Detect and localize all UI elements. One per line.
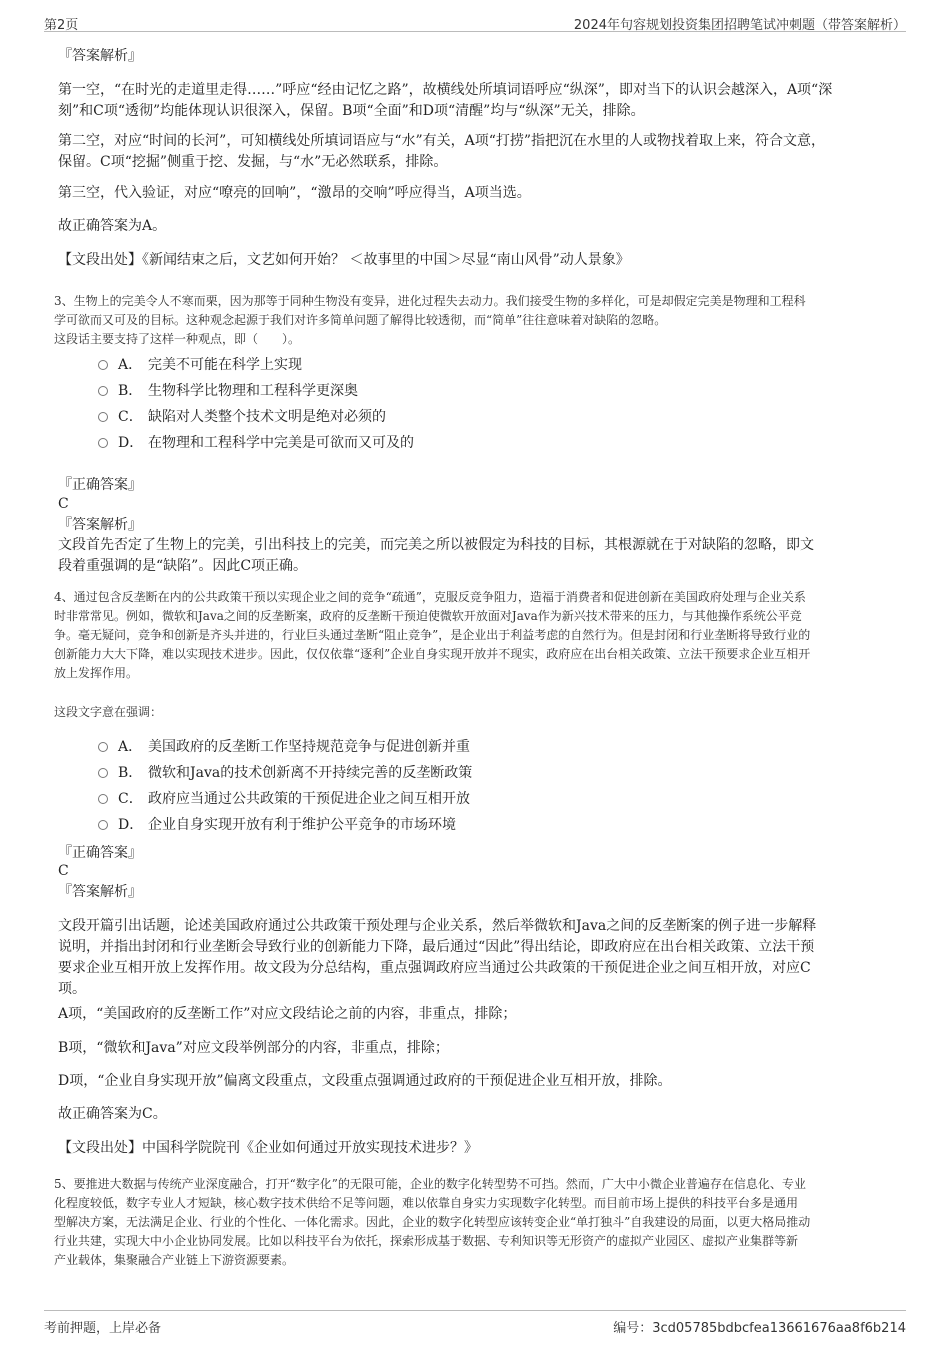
option-letter: C．: [118, 791, 143, 807]
q4-stem-line3: 争。毫无疑问，竞争和创新是齐头并进的，行业巨头通过垄断“阻止竞争”，是企业出于利益考虑的自然行为。但是封闭和行业垄断将导致行业的: [54, 628, 811, 642]
option-text: 完美不可能在科学上实现: [148, 357, 302, 373]
radio-button-icon[interactable]: [98, 412, 108, 422]
q3-stem-line2: 学可欲而又可及的目标。这种观念起源于我们对许多简单问题了解得比较透彻，而“简单”往往意味着对缺陷的忽略。: [54, 313, 667, 327]
q2-conclusion: 故正确答案为A。: [58, 218, 167, 234]
q3-answer-label: 『正确答案』: [58, 477, 142, 493]
option-letter: A．: [118, 739, 143, 755]
option-letter: B．: [118, 765, 143, 781]
q4-b-note: B项，“微软和Java”对应文段举例部分的内容，非重点，排除；: [58, 1040, 449, 1056]
q2-para2-line2: 保留。C项“挖掘”侧重于挖、发掘，与“水”无必然联系，排除。: [58, 154, 448, 170]
q5-stem: [54, 1175, 900, 1270]
q3-option-b[interactable]: [98, 381, 358, 401]
option-text: 缺陷对人类整个技术文明是绝对必须的: [148, 409, 386, 425]
q5-stem-line5: 产业载体，集聚融合产业链上下游资源要素。: [54, 1253, 295, 1267]
option-text: 企业自身实现开放有利于维护公平竞争的市场环境: [148, 817, 456, 833]
q4-conclusion: 故正确答案为C。: [58, 1106, 167, 1122]
q5-stem-line1: 5、要推进大数据与传统产业深度融合，打开“数字化”的无限可能，企业的数字化转型势不可挡。然而，广大中小微企业普遍存在信息化、专业: [54, 1177, 806, 1191]
q4-stem: [54, 588, 900, 683]
q4-analysis-line4: 项。: [58, 981, 86, 997]
option-text: 微软和Java的技术创新离不开持续完善的反垄断政策: [148, 765, 473, 781]
q3-answer: C: [58, 496, 69, 512]
q5-stem-line2: 化程度较低，数字专业人才短缺，核心数字技术供给不足等问题，难以依靠自身实力实现数字化转型。而目前市场上提供的科技平台多是通用: [54, 1196, 799, 1210]
option-letter: B．: [118, 383, 143, 399]
q4-option-c[interactable]: [98, 789, 470, 809]
q2-analysis-label: 『答案解析』: [58, 48, 142, 64]
q4-stem-line5: 放上发挥作用。: [54, 666, 139, 680]
q4-answer: C: [58, 863, 69, 879]
radio-button-icon[interactable]: [98, 360, 108, 370]
radio-button-icon[interactable]: [98, 820, 108, 830]
q2-source: 【文段出处】《新闻结束之后，文艺如何开始？ ＜故事里的中国＞尽显“南山风骨”动人景象》: [58, 252, 630, 268]
radio-button-icon[interactable]: [98, 768, 108, 778]
q4-analysis-line2: 说明，并指出封闭和行业垄断会导致行业的创新能力下降，最后通过“因此”得出结论，即政府应在出台相关政策、立法干预: [58, 939, 815, 955]
q2-para1-line1: 第一空，“在时光的走道里走得……”呼应“经由记忆之路”，故横线处所填词语呼应“纵深”，即对当下的认识会越深入，A项“深: [58, 82, 833, 98]
q4-analysis-line3: 要求企业互相开放上发挥作用。故文段为分总结构，重点强调政府应当通过公共政策的干预促进企业之间互相开放，对应C: [58, 960, 811, 976]
footer-slogan: 考前押题，上岸必备: [44, 1321, 162, 1336]
q4-option-a[interactable]: [98, 737, 470, 757]
radio-button-icon[interactable]: [98, 742, 108, 752]
q4-stem-line2: 时非常常见。例如，微软和Java之间的反垄断案，政府的反垄断干预迫使微软开放面对Java作为新兴技术带来的压力，与其他操作系统公平竞: [54, 609, 802, 623]
q4-stem-line1: 4、通过包含反垄断在内的公共政策干预以实现企业之间的竞争“疏通”，克服反竞争阻力，造福于消费者和促进创新在美国政府处理与企业关系: [54, 590, 806, 604]
q2-para2-line1: 第二空，对应“时间的长河”，可知横线处所填词语应与“水”有关，A项“打捞”指把沉在水里的人或物找着取上来，符合文意，: [58, 133, 826, 149]
q4-prompt: 这段文字意在强调：: [54, 705, 163, 719]
q2-analysis-para3: 第三空，代入验证，对应“嘹亮的回响”，“激昂的交响”呼应得当，A项当选。: [58, 185, 531, 201]
q3-option-a[interactable]: [98, 355, 302, 375]
q3-analysis-label: 『答案解析』: [58, 517, 142, 533]
q4-analysis-line1: 文段开篇引出话题，论述美国政府通过公共政策干预处理与企业关系，然后举微软和Java之间的反垄断案的例子进一步解释: [58, 918, 817, 934]
q4-option-b[interactable]: [98, 763, 472, 783]
option-letter: D．: [118, 817, 144, 833]
radio-button-icon[interactable]: [98, 386, 108, 396]
option-text: 生物科学比物理和工程科学更深奥: [148, 383, 358, 399]
q4-answer-label: 『正确答案』: [58, 845, 142, 861]
q3-analysis-line2: 段着重强调的是“缺陷”。因此C项正确。: [58, 558, 308, 574]
q4-d-note: D项，“企业自身实现开放”偏离文段重点，文段重点强调通过政府的干预促进企业互相开放，排除。: [58, 1073, 672, 1089]
q3-analysis-line1: 文段首先否定了生物上的完美，引出科技上的完美，而完美之所以被假定为科技的目标，其根源就在于对缺陷的忽略，即文: [58, 537, 814, 553]
option-letter: A．: [118, 357, 143, 373]
option-letter: D．: [118, 435, 144, 451]
radio-button-icon[interactable]: [98, 438, 108, 448]
page-number: 第2页: [44, 18, 79, 33]
q4-analysis: [58, 916, 898, 1000]
page-header: [44, 10, 906, 32]
q3-stem-line1: 3、生物上的完美令人不寒而栗，因为那等于同种生物没有变异，进化过程失去动力。我们接受生物的多样化，可是却假定完美是物理和工程科: [54, 294, 806, 308]
q4-source: 【文段出处】中国科学院院刊《企业如何通过开放实现技术进步？》: [58, 1140, 478, 1156]
q3-option-d[interactable]: [98, 433, 414, 453]
q4-stem-line4: 创新能力大大下降，难以实现技术进步。因此，仅仅依靠“逐利”企业自身实现开放并不现实，政府应在出台相关政策、立法干预要求企业互相开: [54, 647, 811, 661]
option-text: 政府应当通过公共政策的干预促进企业之间互相开放: [148, 791, 470, 807]
q3-stem-line3: 这段话主要支持了这样一种观点，即（ ）。: [54, 332, 301, 346]
q5-stem-line3: 型解决方案，无法满足企业、行业的个性化、一体化需求。因此，企业的数字化转型应该转变企业“单打独斗”自我建设的局面，以更大格局推动: [54, 1215, 811, 1229]
q2-analysis-para2: [58, 131, 898, 173]
q4-analysis-label: 『答案解析』: [58, 884, 142, 900]
q3-stem: [54, 292, 900, 349]
option-text: 在物理和工程科学中完美是可欲而又可及的: [148, 435, 414, 451]
document-title: 2024年句容规划投资集团招聘笔试冲刺题（带答案解析）: [573, 18, 906, 33]
q4-option-d[interactable]: [98, 815, 456, 835]
q2-para1-line2: 刻”和C项“透彻”均能体现认识很深入，保留。B项“全面”和D项“清醒”均与“纵深”无关，排除。: [58, 103, 645, 119]
q2-analysis-para1: [58, 80, 898, 122]
document-id: 编号：3cd05785bdbcfea13661676aa8f6b214: [613, 1321, 906, 1336]
q3-option-c[interactable]: [98, 407, 386, 427]
radio-button-icon[interactable]: [98, 794, 108, 804]
q5-stem-line4: 行业共建，实现大中小企业协同发展。比如以科技平台为依托，探索形成基于数据、专利知识等无形资产的虚拟产业园区、虚拟产业集群等新: [54, 1234, 799, 1248]
q4-a-note: A项，“美国政府的反垄断工作”对应文段结论之前的内容，非重点，排除；: [58, 1006, 517, 1022]
q3-analysis: [58, 535, 898, 577]
option-text: 美国政府的反垄断工作坚持规范竞争与促进创新并重: [148, 739, 470, 755]
page-footer: [44, 1310, 906, 1336]
option-letter: C．: [118, 409, 143, 425]
